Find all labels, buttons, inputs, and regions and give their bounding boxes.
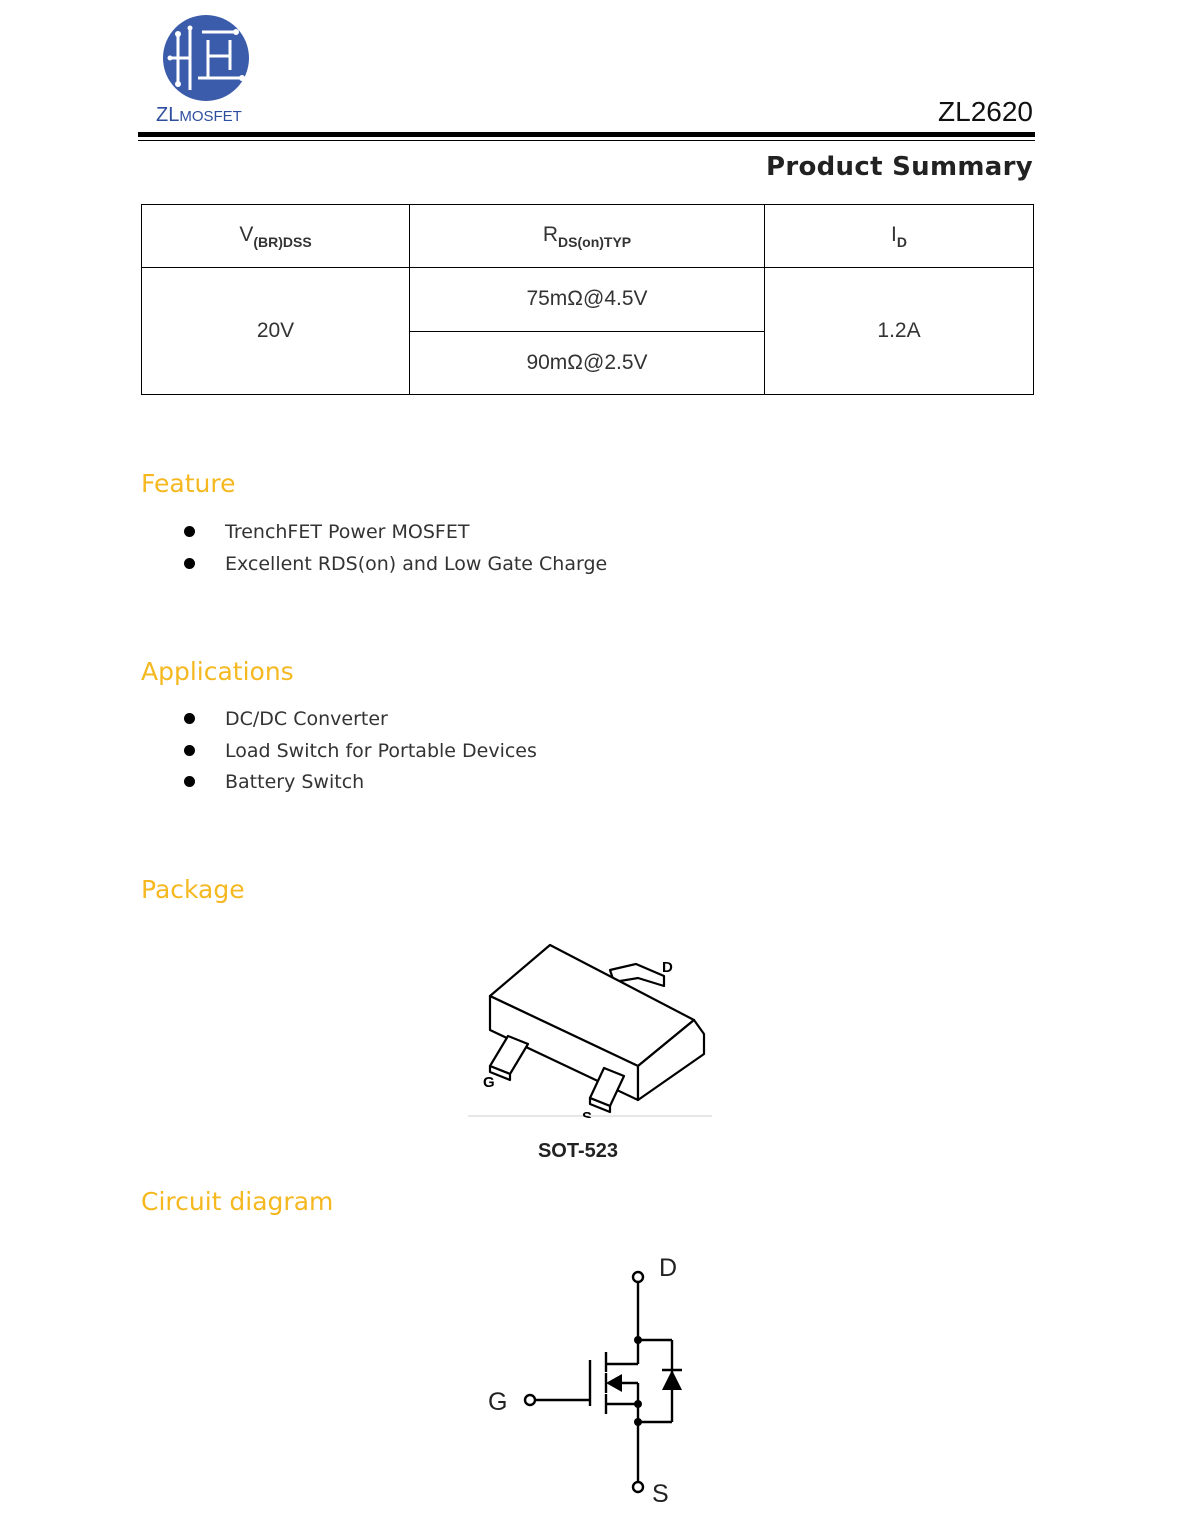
package-pin-s: S — [582, 1109, 593, 1118]
header-vbrdss — [142, 205, 410, 268]
bullet-icon — [184, 745, 195, 756]
package-pin-g: G — [483, 1074, 495, 1091]
package-pin-d: D — [662, 959, 673, 976]
header-rdson — [410, 205, 765, 268]
circuit-label-s: S — [652, 1480, 669, 1508]
bullet-icon — [184, 713, 195, 724]
header-vbrdss-main: V — [239, 222, 254, 246]
cell-rds-2: 90mΩ@2.5V — [410, 331, 765, 394]
part-number: ZL2620 — [938, 96, 1033, 127]
logo-wordmark — [156, 104, 242, 127]
mosfet-circuit-diagram — [480, 1246, 700, 1510]
list-item-text: Battery Switch — [225, 771, 365, 793]
bullet-icon — [184, 776, 195, 787]
logo-text-mosfet: MOSFET — [179, 108, 242, 125]
package-caption: SOT-523 — [537, 1140, 619, 1162]
header-rdson-sub: DS(on)TYP — [558, 233, 632, 250]
bullet-icon — [184, 526, 195, 537]
circuit-diagram-title: Circuit diagram — [141, 1187, 334, 1216]
applications-title: Applications — [141, 657, 294, 686]
product-summary-table — [141, 204, 1034, 395]
cell-id: 1.2A — [765, 268, 1034, 395]
header-rdson-main: R — [542, 222, 559, 246]
list-item — [180, 549, 607, 581]
list-item — [180, 517, 607, 549]
header-rule-thick — [138, 132, 1035, 137]
header-id-sub: D — [896, 233, 907, 250]
header-id-main: I — [891, 222, 897, 246]
circuit-label-d: D — [659, 1254, 678, 1282]
feature-title: Feature — [141, 469, 236, 498]
product-summary-title: Product Summary — [766, 152, 1033, 182]
list-item — [180, 704, 537, 736]
list-item — [180, 767, 537, 799]
list-item-text: TrenchFET Power MOSFET — [225, 521, 470, 543]
applications-list — [180, 704, 537, 799]
header-rule-thin — [138, 140, 1035, 141]
cell-rds-1: 75mΩ@4.5V — [410, 268, 765, 331]
header-vbrdss-sub: (BR)DSS — [253, 233, 312, 250]
sot-523-package-image — [468, 930, 712, 1118]
list-item — [180, 736, 537, 768]
circuit-label-g: G — [488, 1388, 508, 1416]
bullet-icon — [184, 558, 195, 569]
feature-list — [180, 517, 607, 580]
list-item-text: Excellent RDS(on) and Low Gate Charge — [225, 552, 608, 575]
list-item-text: DC/DC Converter — [225, 708, 388, 730]
logo-text-zl: ZL — [156, 104, 180, 126]
cell-vbrdss: 20V — [142, 268, 410, 395]
package-title: Package — [141, 875, 245, 904]
list-item-text: Load Switch for Portable Devices — [225, 739, 537, 762]
header-id — [765, 205, 1034, 268]
